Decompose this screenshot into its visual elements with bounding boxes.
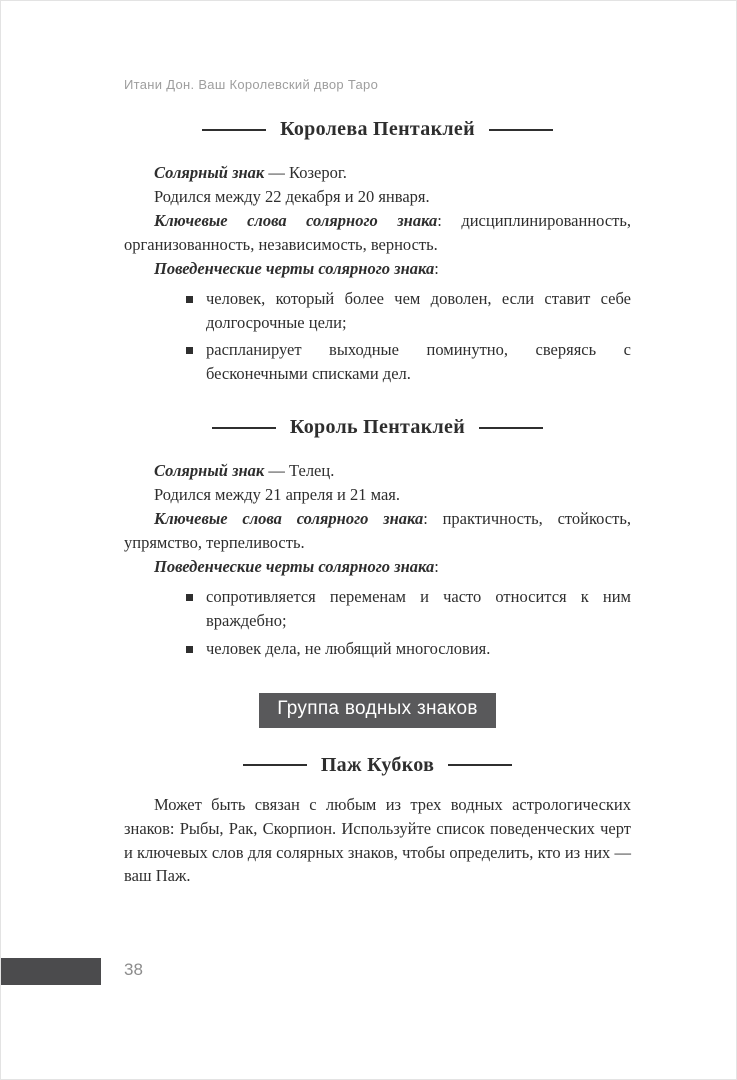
- paragraph-lead: Ключевые слова солярного знака: [154, 509, 424, 529]
- section-heading-queen-pentacles: [124, 118, 631, 141]
- paragraph-lead: Солярный знак: [154, 461, 265, 481]
- page-number: 38: [124, 960, 143, 979]
- paragraph-rest: :: [434, 556, 439, 576]
- paragraph-rest: : дисциплинированность, организованность, независимость, верность.: [124, 210, 631, 254]
- list-item-text: человек, который более чем доволен, если ставит себе долгосрочные цели;: [206, 288, 631, 332]
- section-body-king: [124, 459, 631, 579]
- list-item: [186, 637, 631, 661]
- group-banner-wrap: [124, 693, 631, 728]
- section-heading-page-of-cups: [124, 754, 631, 777]
- paragraph-keywords: [124, 209, 631, 257]
- paragraph-lead: Поведенческие черты солярного знака: [154, 556, 435, 576]
- section-body-queen: [124, 161, 631, 281]
- heading-rule-left: [212, 427, 276, 429]
- heading-rule-right: [479, 427, 543, 429]
- square-bullet-icon: [186, 347, 193, 354]
- traits-list-king: [124, 585, 631, 661]
- paragraph-keywords: [124, 507, 631, 555]
- paragraph-rest: :: [434, 258, 439, 278]
- paragraph-birth-dates: [124, 185, 631, 209]
- paragraph-lead: Поведенческие черты солярного знака: [154, 258, 435, 278]
- list-item-text: человек дела, не любящий многословия.: [206, 638, 491, 658]
- heading-rule-left: [243, 764, 307, 766]
- page-edge-bar: [1, 958, 101, 985]
- square-bullet-icon: [186, 594, 193, 601]
- square-bullet-icon: [186, 296, 193, 303]
- paragraph-rest: Родился между 21 апреля и 21 мая.: [154, 485, 401, 505]
- page-content: [124, 1, 631, 888]
- heading-rule-left: [202, 129, 266, 131]
- paragraph-rest: Родился между 22 декабря и 20 января.: [154, 186, 430, 206]
- section-heading-king-pentacles: [124, 416, 631, 439]
- list-item-text: распланирует выходные поминутно, сверяясь с бесконечными списками дел.: [206, 340, 631, 384]
- section-body-page-of-cups: [124, 793, 631, 889]
- water-signs-group-banner: Группа водных знаков: [259, 693, 496, 728]
- heading-rule-right: [448, 764, 512, 766]
- paragraph-solar-sign: [124, 459, 631, 483]
- paragraph-page-of-cups: Может быть связан с любым из трех водных астрологических знаков: Рыбы, Рак, Скорпион. Используйте список поведенческих черт и ключевых слов для солярных знаков, чтобы определить, кто из них — ваш Паж.: [124, 794, 631, 886]
- paragraph-rest: — Телец.: [264, 461, 335, 481]
- list-item: [186, 585, 631, 633]
- paragraph-birth-dates: [124, 483, 631, 507]
- list-item: [186, 287, 631, 335]
- section-title: Паж Кубков: [320, 753, 435, 776]
- paragraph-rest: — Козерог.: [264, 163, 347, 182]
- paragraph-lead: Ключевые слова солярного знака: [154, 210, 438, 230]
- heading-rule-right: [489, 129, 553, 131]
- square-bullet-icon: [186, 646, 193, 653]
- paragraph-traits: [124, 555, 631, 579]
- section-title: Королева Пентаклей: [280, 118, 475, 140]
- paragraph-traits: [124, 257, 631, 281]
- paragraph-lead: Солярный знак: [154, 163, 265, 182]
- list-item-text: сопротивляется переменам и часто относится к ним враждебно;: [206, 586, 631, 630]
- paragraph-rest: : практичность, стойкость, упрямство, терпеливость.: [124, 509, 631, 553]
- paragraph-solar-sign: [124, 161, 631, 185]
- running-head: Итани Дон. Ваш Королевский двор Таро: [124, 77, 379, 92]
- traits-list-queen: [124, 287, 631, 387]
- section-title: Король Пентаклей: [289, 416, 466, 439]
- list-item: [186, 338, 631, 386]
